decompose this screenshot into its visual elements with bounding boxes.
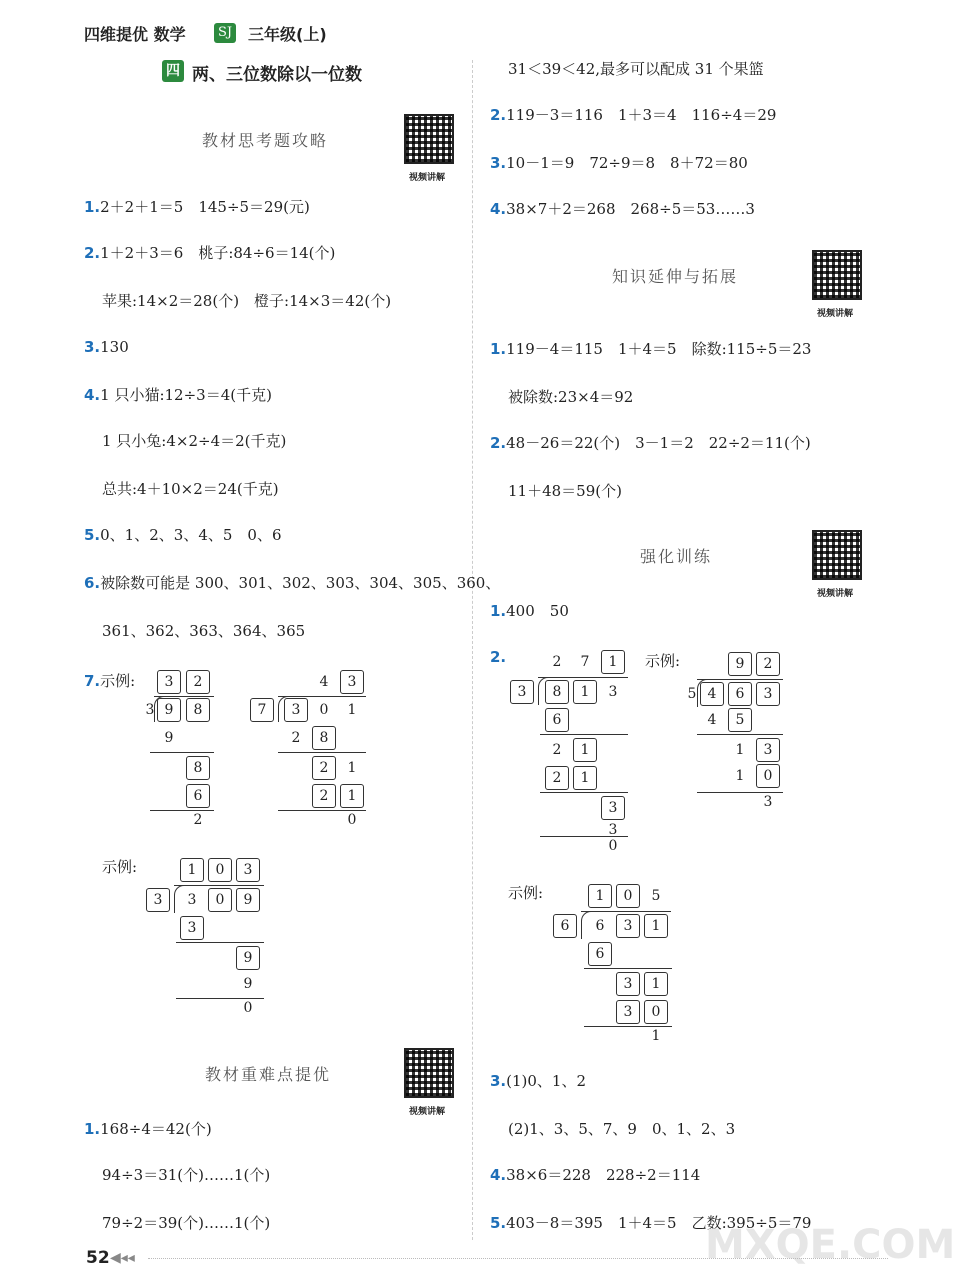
header-series: 四维提优 数学: [84, 25, 186, 44]
question-1: [84, 1118, 212, 1139]
question-6: [84, 572, 500, 593]
qr-label: 视频讲解: [409, 173, 446, 183]
question-number: 5.: [490, 1214, 507, 1232]
question-number: 1.: [490, 340, 507, 358]
answer-text: 被除数可能是 300、301、302、303、304、305、360、: [100, 574, 501, 592]
division-bar: [538, 677, 628, 678]
answer-text: 119－3＝116 1＋3＝4 116÷4＝29: [506, 106, 777, 124]
question-2: [490, 432, 811, 453]
digit: 3: [187, 892, 197, 908]
question-2: [490, 648, 506, 666]
question-number: 5.: [84, 526, 101, 544]
division-line: [176, 942, 264, 943]
digit-box: 9: [236, 946, 260, 970]
question-number: 1.: [84, 198, 101, 216]
digit-box: 0: [208, 858, 232, 882]
question-2: [490, 104, 776, 125]
question-number: 4.: [490, 1166, 507, 1184]
answer-text: 0、1、2、3、4、5 0、6: [100, 526, 282, 544]
digit-box: 0: [756, 764, 780, 788]
answer-line: 361、362、363、364、365: [102, 622, 306, 640]
digit: 6: [595, 918, 605, 934]
digit-box: 2: [756, 652, 780, 676]
answer-text: 示例:: [100, 672, 136, 690]
digit-box: 4: [700, 682, 724, 706]
answer-line: 被除数:23×4＝92: [508, 388, 634, 406]
watermark: MXQE.COM: [705, 1222, 955, 1268]
digit-box: 1: [573, 680, 597, 704]
digit: 9: [243, 976, 253, 992]
question-number: 4.: [490, 200, 507, 218]
answer-text: 1＋2＋3＝6 桃子:84÷6＝14(个): [100, 244, 336, 262]
digit: 1: [735, 768, 745, 784]
answer-line: 总共:4＋10×2＝24(千克): [102, 480, 279, 498]
qr-label: 视频讲解: [817, 589, 854, 599]
arrow-left-icon: ◀◂◂: [110, 1250, 135, 1266]
question-1: [84, 196, 310, 217]
digit: 2: [291, 730, 301, 746]
section-title: 教材重难点提优: [205, 1065, 332, 1084]
division-line: [540, 792, 628, 793]
digit-box: 3: [616, 914, 640, 938]
digit-box: 8: [545, 680, 569, 704]
answer-line: 11＋48＝59(个): [508, 482, 622, 500]
division-line: [697, 734, 783, 735]
chapter-title: 两、三位数除以一位数: [192, 65, 362, 85]
header-grade: 三年级(上): [248, 25, 327, 44]
digit-box: 1: [573, 738, 597, 762]
digit-box: 9: [157, 698, 181, 722]
digit: 4: [707, 712, 717, 728]
division-bar: [174, 885, 264, 886]
qr-code-icon[interactable]: [812, 530, 862, 580]
answer-line: 94÷3＝31(个)……1(个): [102, 1166, 271, 1184]
digit-box: 2: [186, 670, 210, 694]
question-2: [84, 242, 335, 263]
digit-box: 6: [186, 784, 210, 808]
question-4: [490, 1164, 700, 1185]
digit-box: 3: [157, 670, 181, 694]
answer-text: 10－1＝9 72÷9＝8 8＋72＝80: [506, 154, 748, 172]
page-number: 52: [86, 1248, 110, 1268]
digit: 0: [319, 702, 329, 718]
digit-box: 6: [545, 708, 569, 732]
digit: 2: [193, 812, 203, 828]
digit-box: 0: [644, 1000, 668, 1024]
answer-line: 1 只小兔:4×2÷4＝2(千克): [102, 432, 287, 450]
digit-box: 0: [208, 888, 232, 912]
example-label: 示例:: [102, 858, 138, 876]
digit-box: 2: [312, 756, 336, 780]
digit: 1: [735, 742, 745, 758]
division-line: [584, 968, 672, 969]
digit: 5: [651, 888, 661, 904]
answer-text: (1)0、1、2: [506, 1072, 587, 1090]
answer-line: 79÷2＝39(个)……1(个): [102, 1214, 271, 1232]
division-bar: [581, 911, 671, 912]
digit-box: 1: [340, 784, 364, 808]
question-4: [84, 384, 272, 405]
digit-box: 1: [644, 914, 668, 938]
question-4: [490, 198, 755, 219]
example-label: 示例:: [508, 884, 544, 902]
digit-box: 7: [250, 698, 274, 722]
answer-text: 38×6＝228 228÷2＝114: [506, 1166, 701, 1184]
question-number: 3.: [490, 1072, 507, 1090]
digit-box: 1: [588, 884, 612, 908]
question-number: 6.: [84, 574, 101, 592]
digit-box: 5: [728, 708, 752, 732]
divisor: 5: [687, 686, 697, 702]
digit-box: 1: [601, 650, 625, 674]
digit-box: 6: [588, 942, 612, 966]
digit-box: 8: [186, 698, 210, 722]
column-divider: [472, 60, 473, 1240]
question-number: 3.: [490, 154, 507, 172]
question-number: 1.: [490, 602, 507, 620]
question-number: 7.: [84, 672, 101, 690]
digit-box: 0: [616, 884, 640, 908]
digit: 9: [164, 730, 174, 746]
digit-box: 9: [728, 652, 752, 676]
digit-box: 3: [616, 972, 640, 996]
division-bar: [278, 696, 366, 697]
chapter-icon: 四: [162, 60, 184, 82]
digit-box: 3: [756, 738, 780, 762]
qr-code-icon[interactable]: [404, 1048, 454, 1098]
question-7: [84, 670, 135, 691]
digit: 3: [763, 794, 773, 810]
digit-box: 3: [284, 698, 308, 722]
answer-text: 38×7＋2＝268 268÷5＝53……3: [506, 200, 755, 218]
digit-box: 1: [180, 858, 204, 882]
question-1: [490, 600, 569, 621]
digit-box: 8: [312, 726, 336, 750]
digit: 1: [347, 702, 357, 718]
question-number: 2.: [84, 244, 101, 262]
section-title: 知识延伸与拓展: [612, 267, 739, 286]
section-title: 教材思考题攻略: [202, 131, 329, 150]
answer-text: 130: [100, 338, 129, 356]
question-3: [490, 152, 748, 173]
question-3: [84, 338, 129, 356]
digit-box: 3: [756, 682, 780, 706]
division-line: [540, 734, 628, 735]
answer-text: 168÷4＝42(个): [100, 1120, 212, 1138]
edition-badge: SJ: [214, 23, 236, 43]
digit: 0: [243, 1000, 253, 1016]
digit: 0: [347, 812, 357, 828]
answer-line: 苹果:14×2＝28(个) 橙子:14×3＝42(个): [102, 292, 392, 310]
digit: 1: [347, 760, 357, 776]
qr-code-icon[interactable]: [404, 114, 454, 164]
qr-label: 视频讲解: [409, 1107, 446, 1117]
digit-box: 9: [236, 888, 260, 912]
question-1: [490, 338, 811, 359]
digit-box: 1: [644, 972, 668, 996]
digit: 0: [608, 838, 618, 854]
digit: 2: [552, 742, 562, 758]
question-number: 2.: [490, 648, 507, 666]
digit-box: 3: [616, 1000, 640, 1024]
section-title: 强化训练: [640, 547, 713, 566]
digit: 4: [319, 674, 329, 690]
digit-box: 3: [236, 858, 260, 882]
division-bar: [697, 679, 783, 680]
digit-box: 2: [545, 766, 569, 790]
digit-box: 2: [312, 784, 336, 808]
digit-box: 3: [146, 888, 170, 912]
question-number: 4.: [84, 386, 101, 404]
qr-code-icon[interactable]: [812, 250, 862, 300]
answer-text: 400 50: [506, 602, 569, 620]
digit: 1: [651, 1028, 661, 1044]
divisor: 3: [145, 702, 155, 718]
division-bar: [154, 696, 214, 697]
footer-dots: [148, 1258, 888, 1259]
digit-box: 6: [728, 682, 752, 706]
digit-box: 3: [340, 670, 364, 694]
digit-box: 1: [573, 766, 597, 790]
example-label: 示例:: [645, 652, 681, 670]
division-line: [150, 752, 214, 753]
division-line: [278, 752, 366, 753]
question-number: 2.: [490, 434, 507, 452]
digit: 3: [608, 684, 618, 700]
question-number: 3.: [84, 338, 101, 356]
answer-line: 31＜39＜42,最多可以配成 31 个果篮: [508, 60, 764, 78]
answer-text: 403－8＝395 1＋4＝5 乙数:395÷5＝79: [506, 1214, 812, 1232]
answer-text: 2＋2＋1＝5 145÷5＝29(元): [100, 198, 310, 216]
answer-text: 48－26＝22(个) 3－1＝2 22÷2＝11(个): [506, 434, 811, 452]
digit: 7: [580, 654, 590, 670]
answer-text: 119－4＝115 1＋4＝5 除数:115÷5＝23: [506, 340, 812, 358]
digit-box: 3: [601, 796, 625, 820]
digit: 2: [552, 654, 562, 670]
question-5: [84, 524, 282, 545]
question-number: 2.: [490, 106, 507, 124]
digit-box: 8: [186, 756, 210, 780]
digit-box: 6: [553, 914, 577, 938]
answer-text: 1 只小猫:12÷3＝4(千克): [100, 386, 272, 404]
question-number: 1.: [84, 1120, 101, 1138]
qr-label: 视频讲解: [817, 309, 854, 319]
digit-box: 3: [510, 680, 534, 704]
digit: 3: [608, 822, 618, 838]
question-3: [490, 1070, 586, 1091]
answer-line: (2)1、3、5、7、9 0、1、2、3: [508, 1120, 736, 1138]
digit-box: 3: [180, 916, 204, 940]
